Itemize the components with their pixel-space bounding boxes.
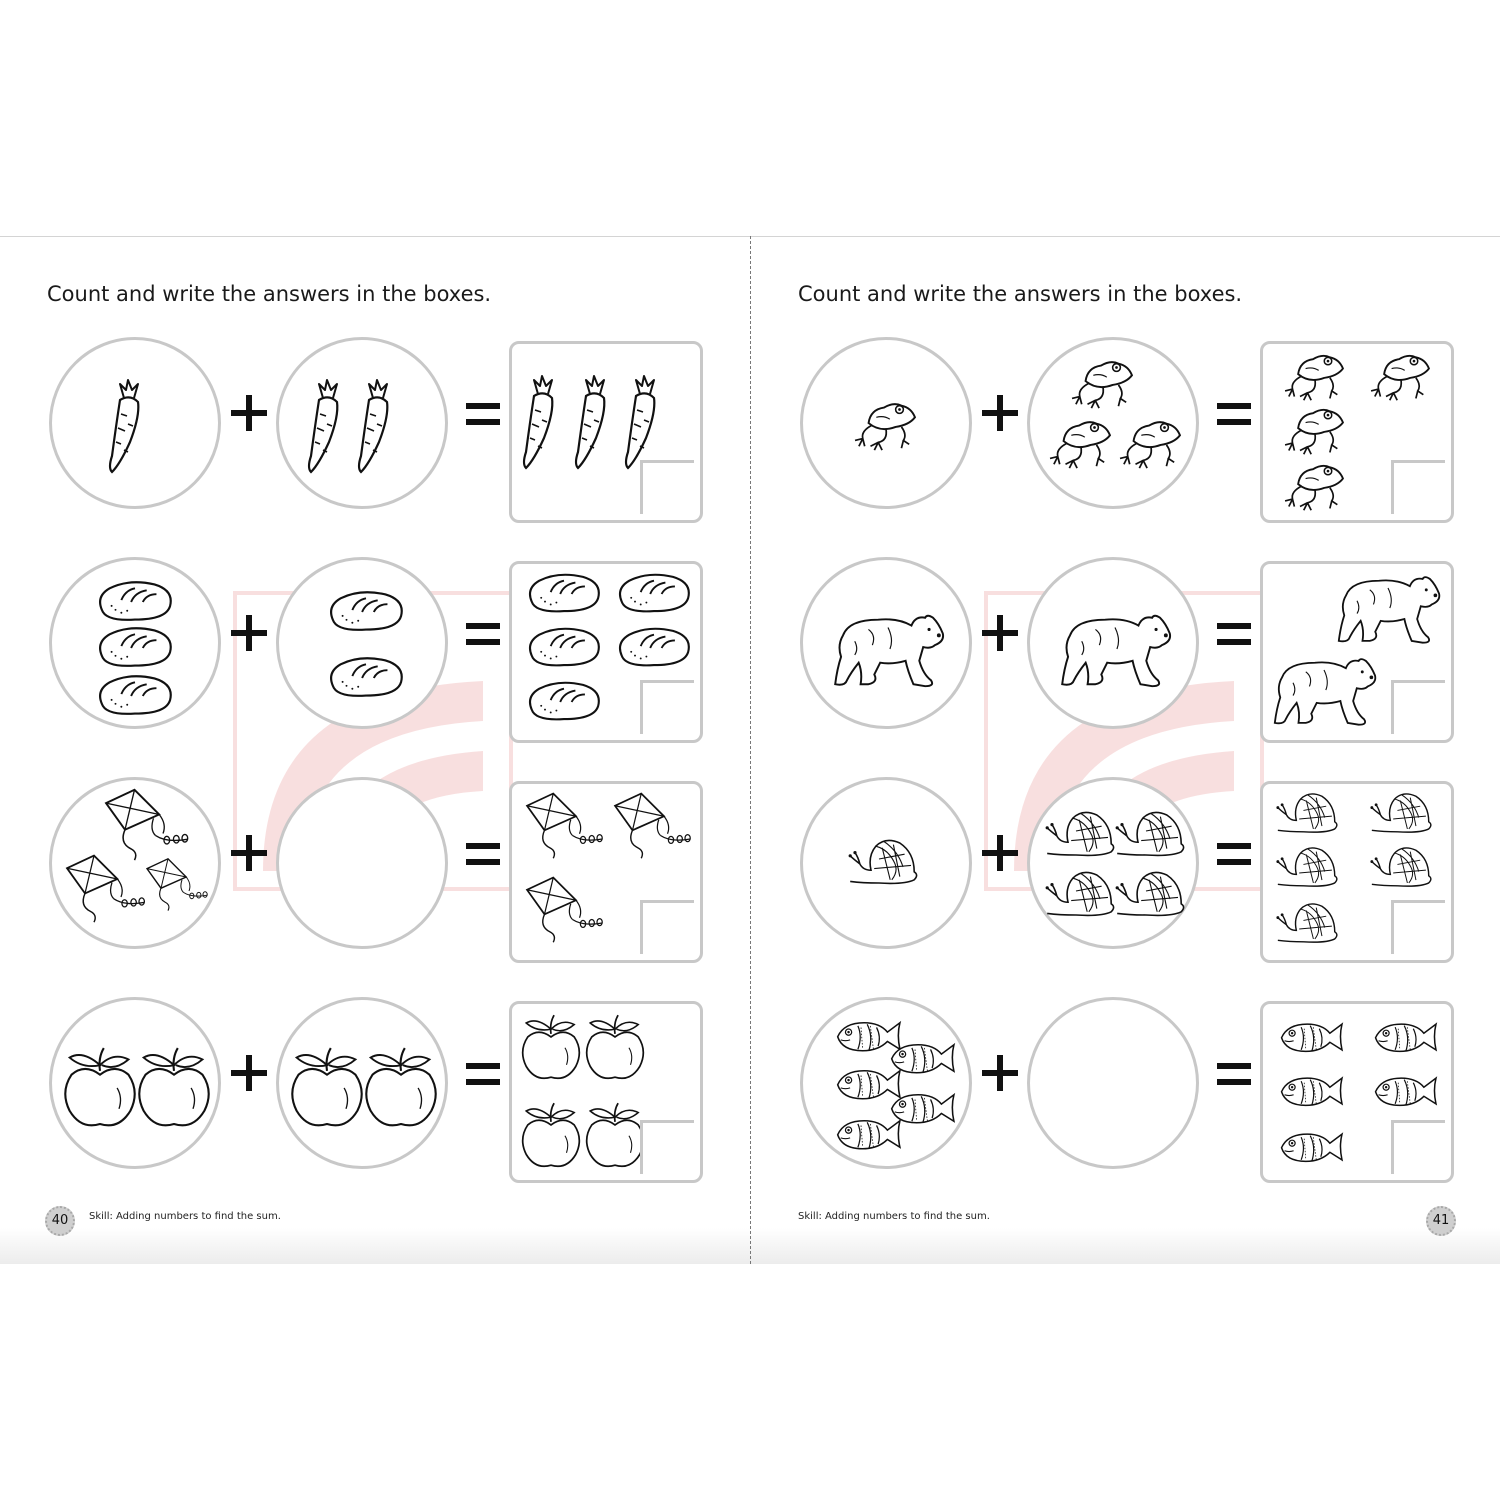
- sum-box: [1260, 781, 1454, 963]
- equals-sign: [466, 1063, 500, 1087]
- bread-icon: [616, 572, 692, 616]
- carrot-icon: [620, 372, 664, 472]
- sum-box: [509, 341, 703, 523]
- addend-circle-2: [276, 337, 448, 509]
- bread-icon: [526, 572, 602, 616]
- snail-icon: [1114, 806, 1186, 864]
- page-left: [0, 236, 750, 1264]
- fish-icon: [833, 1114, 903, 1154]
- workbook-spread: [0, 236, 1500, 1264]
- fish-icon: [1277, 1128, 1345, 1166]
- apple-icon: [136, 1044, 212, 1130]
- apple-icon: [584, 1100, 646, 1170]
- bread-icon: [96, 626, 174, 670]
- bread-icon: [616, 626, 692, 670]
- fish-icon: [1371, 1072, 1439, 1110]
- bread-icon: [526, 626, 602, 670]
- bear-icon: [829, 606, 947, 694]
- carrot-icon: [303, 376, 347, 476]
- page-number-badge: 41: [1426, 1206, 1456, 1236]
- equation-row-frogs: [751, 337, 1500, 527]
- frog-icon: [1367, 348, 1433, 404]
- addend-circle-2-empty: [276, 777, 448, 949]
- bear-icon: [1056, 606, 1174, 694]
- sum-box: [509, 781, 703, 963]
- addend-circle-2: [1027, 557, 1199, 729]
- apple-icon: [584, 1012, 646, 1082]
- apple-icon: [520, 1100, 582, 1170]
- page-number-badge: 40: [45, 1206, 75, 1236]
- bear-icon: [1269, 650, 1379, 732]
- equals-sign: [466, 843, 500, 867]
- frog-icon: [1068, 354, 1136, 412]
- carrot-icon: [570, 372, 614, 472]
- apple-icon: [363, 1044, 439, 1130]
- addend-circle-2-empty: [1027, 997, 1199, 1169]
- answer-box[interactable]: [640, 1120, 694, 1174]
- skill-footer: Skill: Adding numbers to find the sum.: [798, 1211, 990, 1222]
- bread-icon: [96, 580, 174, 624]
- equation-row-apples: [0, 997, 750, 1187]
- snail-icon: [1114, 866, 1186, 924]
- plus-sign: [231, 1055, 267, 1091]
- equation-row-bears: [751, 557, 1500, 747]
- answer-box[interactable]: [1391, 1120, 1445, 1174]
- plus-sign: [982, 835, 1018, 871]
- addend-circle-2: [276, 557, 448, 729]
- snail-icon: [1275, 898, 1339, 950]
- equals-sign: [1217, 403, 1251, 427]
- apple-icon: [289, 1044, 365, 1130]
- bear-icon: [1333, 568, 1443, 650]
- sum-box: [509, 561, 703, 743]
- addend-circle-1: [49, 557, 221, 729]
- addend-circle-1: [800, 777, 972, 949]
- sum-box: [1260, 341, 1454, 523]
- snail-icon: [1044, 866, 1116, 924]
- equals-sign: [1217, 1063, 1251, 1087]
- addend-circle-1: [49, 337, 221, 509]
- snail-icon: [1275, 842, 1339, 894]
- page-right: [751, 236, 1500, 1264]
- equals-sign: [466, 623, 500, 647]
- addend-circle-1: [49, 997, 221, 1169]
- carrot-icon: [518, 372, 562, 472]
- bread-icon: [526, 680, 602, 724]
- snail-icon: [1044, 806, 1116, 864]
- kite-icon: [140, 854, 210, 914]
- apple-icon: [62, 1044, 138, 1130]
- frog-icon: [1281, 348, 1347, 404]
- frog-icon: [851, 396, 919, 454]
- snail-icon: [847, 834, 919, 892]
- fish-icon: [1371, 1018, 1439, 1056]
- bread-icon: [96, 674, 174, 718]
- plus-sign: [982, 615, 1018, 651]
- snail-icon: [1369, 788, 1433, 840]
- addend-circle-1: [800, 997, 972, 1169]
- addend-circle-1: [49, 777, 221, 949]
- equation-row-snails: [751, 777, 1500, 967]
- addend-circle-2: [1027, 777, 1199, 949]
- equation-row-fish: [751, 997, 1500, 1187]
- frog-icon: [1281, 458, 1347, 514]
- sum-box: [1260, 561, 1454, 743]
- plus-sign: [231, 835, 267, 871]
- answer-box[interactable]: [1391, 460, 1445, 514]
- sum-box: [509, 1001, 703, 1183]
- frog-icon: [1116, 414, 1184, 472]
- answer-box[interactable]: [1391, 680, 1445, 734]
- answer-box[interactable]: [640, 680, 694, 734]
- plus-sign: [982, 1055, 1018, 1091]
- equals-sign: [1217, 843, 1251, 867]
- addend-circle-1: [800, 337, 972, 509]
- fish-icon: [1277, 1018, 1345, 1056]
- kite-icon: [96, 786, 192, 862]
- sum-box: [1260, 1001, 1454, 1183]
- kite-icon: [518, 874, 606, 944]
- skill-footer: Skill: Adding numbers to find the sum.: [89, 1211, 281, 1222]
- answer-box[interactable]: [640, 460, 694, 514]
- equals-sign: [466, 403, 500, 427]
- equation-row-carrots: [0, 337, 750, 527]
- carrot-icon: [353, 376, 397, 476]
- plus-sign: [231, 615, 267, 651]
- fish-icon: [1277, 1072, 1345, 1110]
- equation-row-kites: [0, 777, 750, 967]
- addend-circle-2: [276, 997, 448, 1169]
- equation-row-bread: [0, 557, 750, 747]
- frog-icon: [1281, 402, 1347, 458]
- plus-sign: [982, 395, 1018, 431]
- bread-icon: [327, 590, 405, 634]
- addend-circle-1: [800, 557, 972, 729]
- kite-icon: [58, 852, 148, 924]
- kite-icon: [518, 790, 606, 860]
- snail-icon: [1369, 842, 1433, 894]
- snail-icon: [1275, 788, 1339, 840]
- instruction-text: Count and write the answers in the boxes.: [798, 282, 1243, 306]
- apple-icon: [520, 1012, 582, 1082]
- addend-circle-2: [1027, 337, 1199, 509]
- frog-icon: [1046, 414, 1114, 472]
- answer-box[interactable]: [1391, 900, 1445, 954]
- instruction-text: Count and write the answers in the boxes.: [47, 282, 492, 306]
- equals-sign: [1217, 623, 1251, 647]
- plus-sign: [231, 395, 267, 431]
- kite-icon: [606, 790, 694, 860]
- bread-icon: [327, 656, 405, 700]
- answer-box[interactable]: [640, 900, 694, 954]
- carrot-icon: [104, 376, 148, 476]
